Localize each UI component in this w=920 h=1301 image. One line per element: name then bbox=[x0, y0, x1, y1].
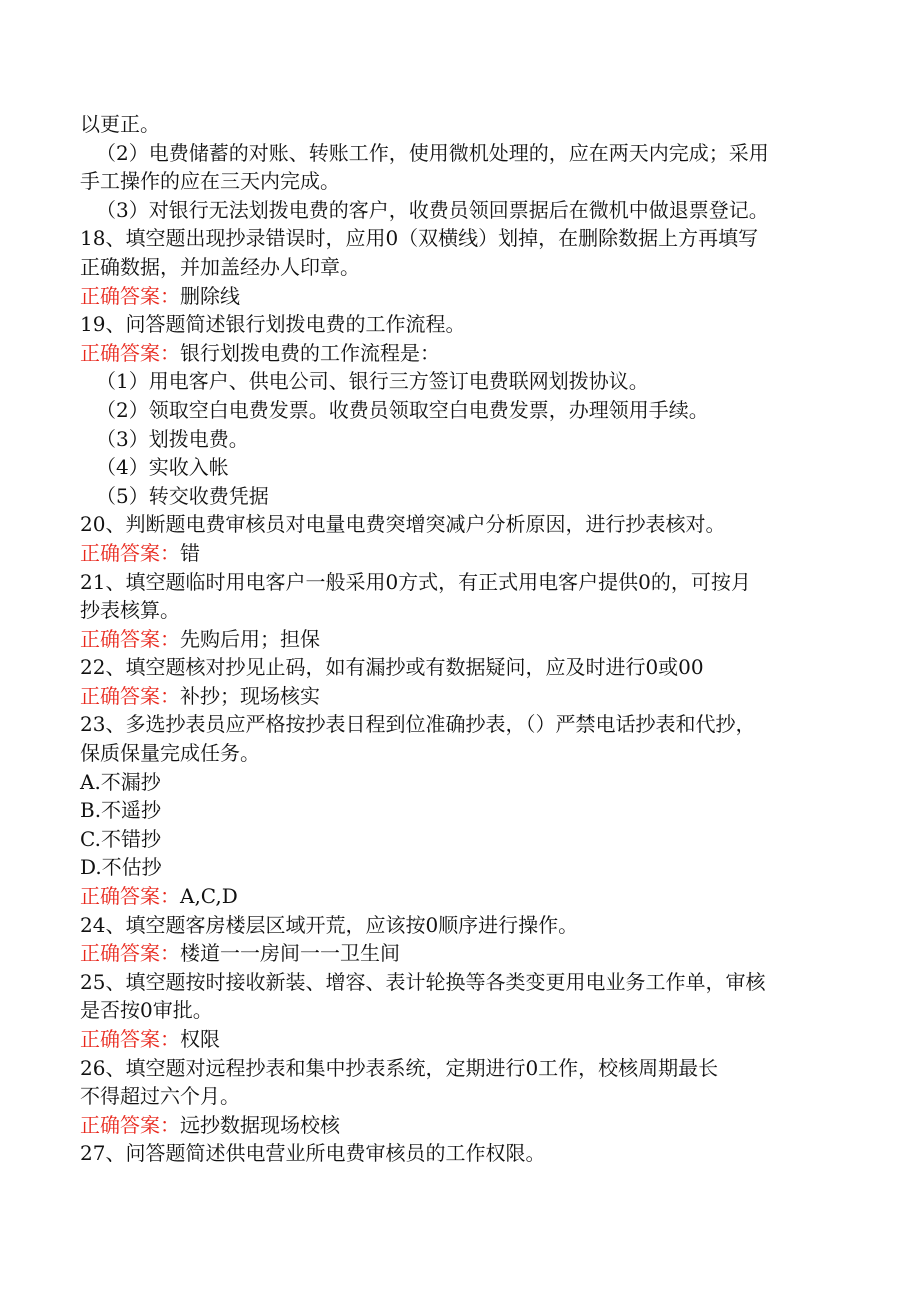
text-line: 不得超过六个月。 bbox=[80, 1084, 240, 1109]
answer-label: 正确答案： bbox=[80, 1027, 180, 1051]
text-line: （3）对银行无法划拨电费的客户，收费员领回票据后在微机中做退票登记。 bbox=[96, 197, 769, 222]
answer-label: 正确答案： bbox=[80, 884, 180, 909]
answer-line bbox=[80, 339, 825, 368]
answer-text: 银行划拨电费的工作流程是： bbox=[180, 340, 440, 365]
text-line: （4）实收入帐 bbox=[96, 455, 229, 480]
text-line: 抄表核算。 bbox=[80, 598, 180, 623]
text-line: 27、问答题简述供电营业所电费审核员的工作权限。 bbox=[80, 1141, 546, 1166]
answer-label: 正确答案： bbox=[80, 1112, 180, 1137]
answer-label: 正确答案： bbox=[80, 941, 180, 966]
text-line: B.不遥抄 bbox=[80, 798, 162, 823]
answer-line bbox=[80, 1025, 825, 1054]
text-line: 25、填空题按时接收新装、增容、表计轮换等各类变更用电业务工作单，审核 bbox=[80, 969, 766, 994]
text-line: D.不估抄 bbox=[80, 855, 162, 880]
answer-text: 楼道一一房间一一卫生间 bbox=[180, 941, 400, 966]
answer-line bbox=[80, 939, 825, 968]
answer-label: 正确答案： bbox=[80, 340, 180, 365]
answer-line bbox=[80, 882, 825, 911]
text-line: C.不错抄 bbox=[80, 826, 161, 851]
answer-line bbox=[80, 1111, 825, 1140]
answer-line bbox=[80, 625, 825, 654]
text-line: （3）划拨电费。 bbox=[96, 426, 249, 451]
document-page bbox=[80, 110, 825, 1168]
text-line: （1）用电客户、供电公司、银行三方签订电费联网划拨协议。 bbox=[96, 369, 649, 394]
text-line: 23、多选抄表员应严格按抄表日程到位准确抄表，（）严禁电话抄表和代抄， bbox=[80, 712, 756, 737]
answer-line bbox=[80, 282, 825, 311]
text-line: 手工操作的应在三天内完成。 bbox=[80, 169, 340, 194]
text-line: 18、填空题出现抄录错误时，应用0（双横线）划掉，在删除数据上方再填写 bbox=[80, 226, 759, 251]
text-line: 24、填空题客房楼层区域开荒，应该按0顺序进行操作。 bbox=[80, 912, 579, 937]
text-line: 保质保量完成任务。 bbox=[80, 741, 260, 766]
text-line: 22、填空题核对抄见止码，如有漏抄或有数据疑问，应及时进行0或00 bbox=[80, 655, 704, 680]
text-line: 以更正。 bbox=[80, 112, 160, 136]
answer-text: 错 bbox=[180, 540, 200, 565]
text-line: 正确数据，并加盖经办人印章。 bbox=[80, 254, 360, 279]
answer-line bbox=[80, 539, 825, 568]
answer-text: A,C,D bbox=[180, 884, 238, 909]
answer-label: 正确答案： bbox=[80, 683, 180, 708]
answer-text: 删除线 bbox=[180, 283, 240, 308]
text-line: （2）电费储蓄的对账、转账工作，使用微机处理的，应在两天内完成；采用 bbox=[96, 140, 769, 165]
text-line: 21、填空题临时用电客户一般采用0方式，有正式用电客户提供0的，可按月 bbox=[80, 569, 751, 594]
text-line: 26、填空题对远程抄表和集中抄表系统，定期进行0工作，校核周期最长 bbox=[80, 1055, 719, 1080]
text-line: 是否按0审批。 bbox=[80, 998, 213, 1023]
answer-label: 正确答案： bbox=[80, 283, 180, 308]
answer-text: 远抄数据现场校核 bbox=[180, 1112, 340, 1137]
text-line: 20、判断题电费审核员对电量电费突增突减户分析原因，进行抄表核对。 bbox=[80, 512, 726, 537]
text-line: A.不漏抄 bbox=[80, 769, 161, 794]
answer-label: 正确答案： bbox=[80, 626, 180, 651]
text-line: 19、问答题简述银行划拨电费的工作流程。 bbox=[80, 312, 466, 337]
answer-text: 权限 bbox=[180, 1027, 220, 1051]
answer-text: 先购后用；担保 bbox=[180, 626, 320, 651]
answer-label: 正确答案： bbox=[80, 540, 180, 565]
text-line: （5）转交收费凭据 bbox=[96, 483, 269, 508]
text-line: （2）领取空白电费发票。收费员领取空白电费发票，办理领用手续。 bbox=[96, 397, 709, 422]
answer-text: 补抄；现场核实 bbox=[180, 683, 320, 708]
answer-line bbox=[80, 682, 825, 711]
